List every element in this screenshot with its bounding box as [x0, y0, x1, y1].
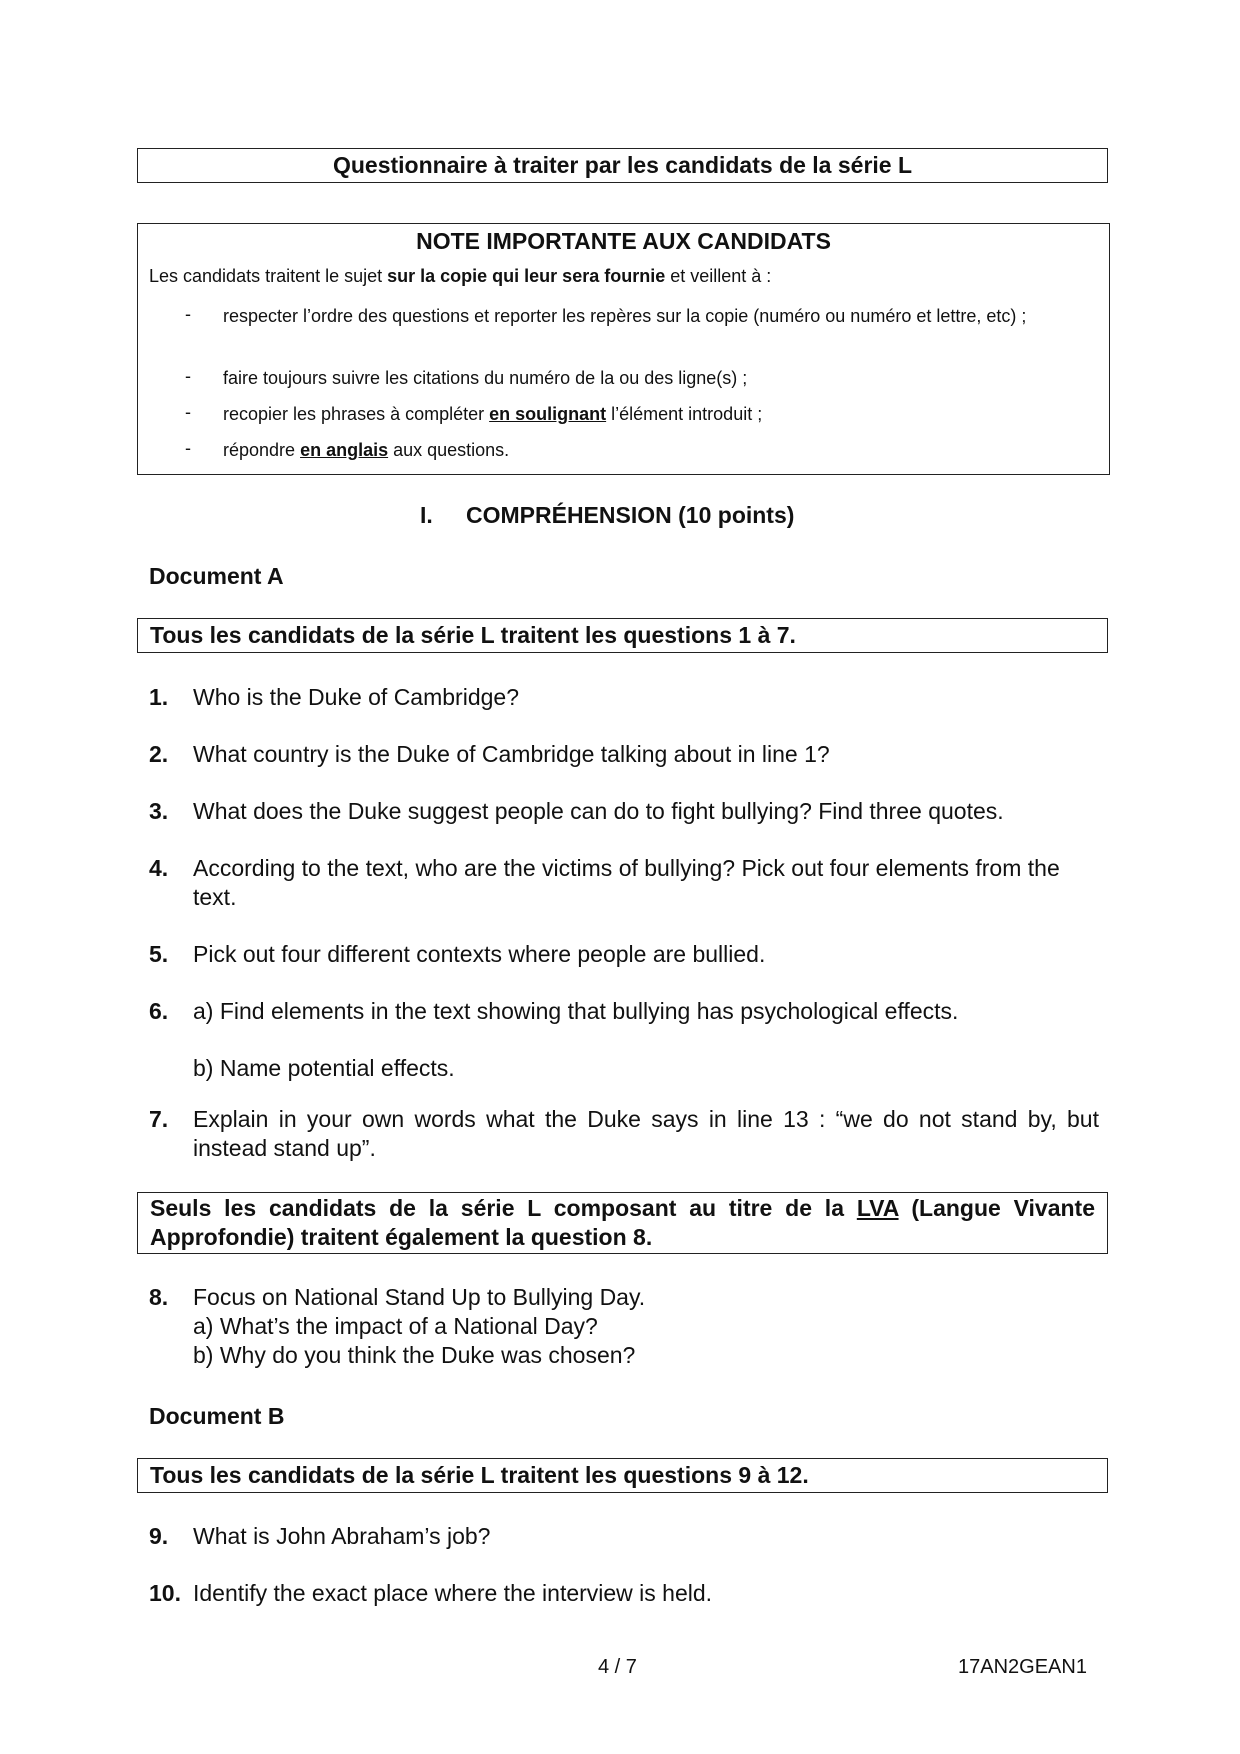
- b3-pre: recopier les phrases à compléter: [223, 404, 490, 424]
- question-number: 3.: [149, 798, 169, 824]
- question-6a-text: a) Find elements in the text showing that bullying has psychological effects.: [193, 998, 959, 1024]
- document-b-heading: Document B: [149, 1403, 285, 1429]
- question-number: 4.: [149, 855, 169, 881]
- question-5: [149, 940, 1099, 970]
- question-8a-text: a) What’s the impact of a National Day?: [193, 1313, 598, 1339]
- note-bullet-1-text: respecter l’ordre des questions et reporter les repères sur la copie (numéro ou numéro et lettre, etc) ;: [223, 306, 1027, 326]
- question-10: [149, 1579, 1099, 1609]
- note-bullet-4: [185, 438, 1095, 464]
- note-bullet-3-text: [223, 402, 1095, 426]
- bullet-dash: -: [185, 402, 191, 422]
- note-bullet-1: [185, 304, 1095, 354]
- b4-post: aux questions.: [388, 440, 510, 460]
- question-3: [149, 797, 1099, 827]
- question-9: [149, 1522, 1099, 1552]
- section-number: I.: [420, 502, 433, 528]
- question-number: 7.: [149, 1106, 169, 1132]
- bullet-dash: -: [185, 438, 191, 458]
- question-4: [149, 854, 1099, 914]
- question-text: What does the Duke suggest people can do to fight bullying? Find three quotes.: [193, 798, 1004, 824]
- note-intro-bold: sur la copie qui leur sera fournie: [387, 266, 666, 286]
- question-text: What is John Abraham’s job?: [193, 1523, 491, 1549]
- question-6b-text: b) Name potential effects.: [193, 1055, 455, 1081]
- note-bullet-4-text: [223, 438, 1095, 462]
- bullet-dash: -: [185, 366, 191, 386]
- lva-post: (Langue Vivante Approfondie) traitent également la question 8.: [150, 1195, 1096, 1250]
- bullet-dash: -: [185, 304, 191, 324]
- note-intro-text: Les candidats traitent le sujet: [149, 266, 388, 286]
- question-number: 2.: [149, 741, 169, 767]
- question-text: What country is the Duke of Cambridge talking about in line 1?: [193, 741, 830, 767]
- note-bullet-2-text: faire toujours suivre les citations du numéro de la ou des ligne(s) ;: [223, 368, 748, 388]
- question-8b-text: b) Why do you think the Duke was chosen?: [193, 1342, 636, 1368]
- question-2: [149, 740, 1099, 770]
- question-number: 6.: [149, 998, 169, 1024]
- instruction-bar-b: Tous les candidats de la série L traitent les questions 9 à 12.: [137, 1458, 1108, 1493]
- question-6: [149, 997, 1099, 1087]
- questionnaire-header: Questionnaire à traiter par les candidats de la série L: [137, 148, 1108, 183]
- important-note-box: [137, 223, 1110, 475]
- question-text: Explain in your own words what the Duke says in line 13 : “we do not stand by, but instead stand up”.: [193, 1106, 1099, 1161]
- question-number: 1.: [149, 684, 169, 710]
- question-number: 10.: [149, 1580, 181, 1606]
- b4-underlined: en anglais: [300, 440, 389, 460]
- document-a-heading: Document A: [149, 563, 284, 589]
- lva-pre: Seuls les candidats de la série L composant au titre de la: [150, 1195, 857, 1221]
- b3-underlined: en soulignant: [489, 404, 607, 424]
- b3-post: l’élément introduit ;: [606, 404, 763, 424]
- note-intro: [149, 266, 771, 287]
- page-number: 4 / 7: [598, 1656, 637, 1678]
- note-title: NOTE IMPORTANTE AUX CANDIDATS: [416, 228, 831, 254]
- question-7: [149, 1105, 1099, 1165]
- b4-pre: répondre: [223, 440, 301, 460]
- document-code: 17AN2GEAN1: [958, 1656, 1087, 1678]
- note-bullet-3: [185, 402, 1095, 428]
- question-text: Who is the Duke of Cambridge?: [193, 684, 519, 710]
- question-8: [149, 1283, 1099, 1373]
- lva-underlined: LVA: [856, 1195, 899, 1221]
- question-text: Identify the exact place where the interview is held.: [193, 1580, 713, 1606]
- note-intro-end: et veillent à :: [665, 266, 772, 286]
- note-bullet-2: [185, 366, 1095, 392]
- question-text: Pick out four different contexts where people are bullied.: [193, 941, 766, 967]
- question-number: 5.: [149, 941, 169, 967]
- question-text: Focus on National Stand Up to Bullying Day.: [193, 1284, 646, 1310]
- instruction-bar-a: Tous les candidats de la série L traitent les questions 1 à 7.: [137, 618, 1108, 653]
- instruction-bar-lva: [137, 1192, 1108, 1254]
- section-title: COMPRÉHENSION (10 points): [466, 502, 795, 528]
- question-text: According to the text, who are the victims of bullying? Pick out four elements from the text.: [193, 855, 1060, 910]
- question-number: 8.: [149, 1284, 169, 1310]
- question-1: [149, 683, 1099, 713]
- question-number: 9.: [149, 1523, 169, 1549]
